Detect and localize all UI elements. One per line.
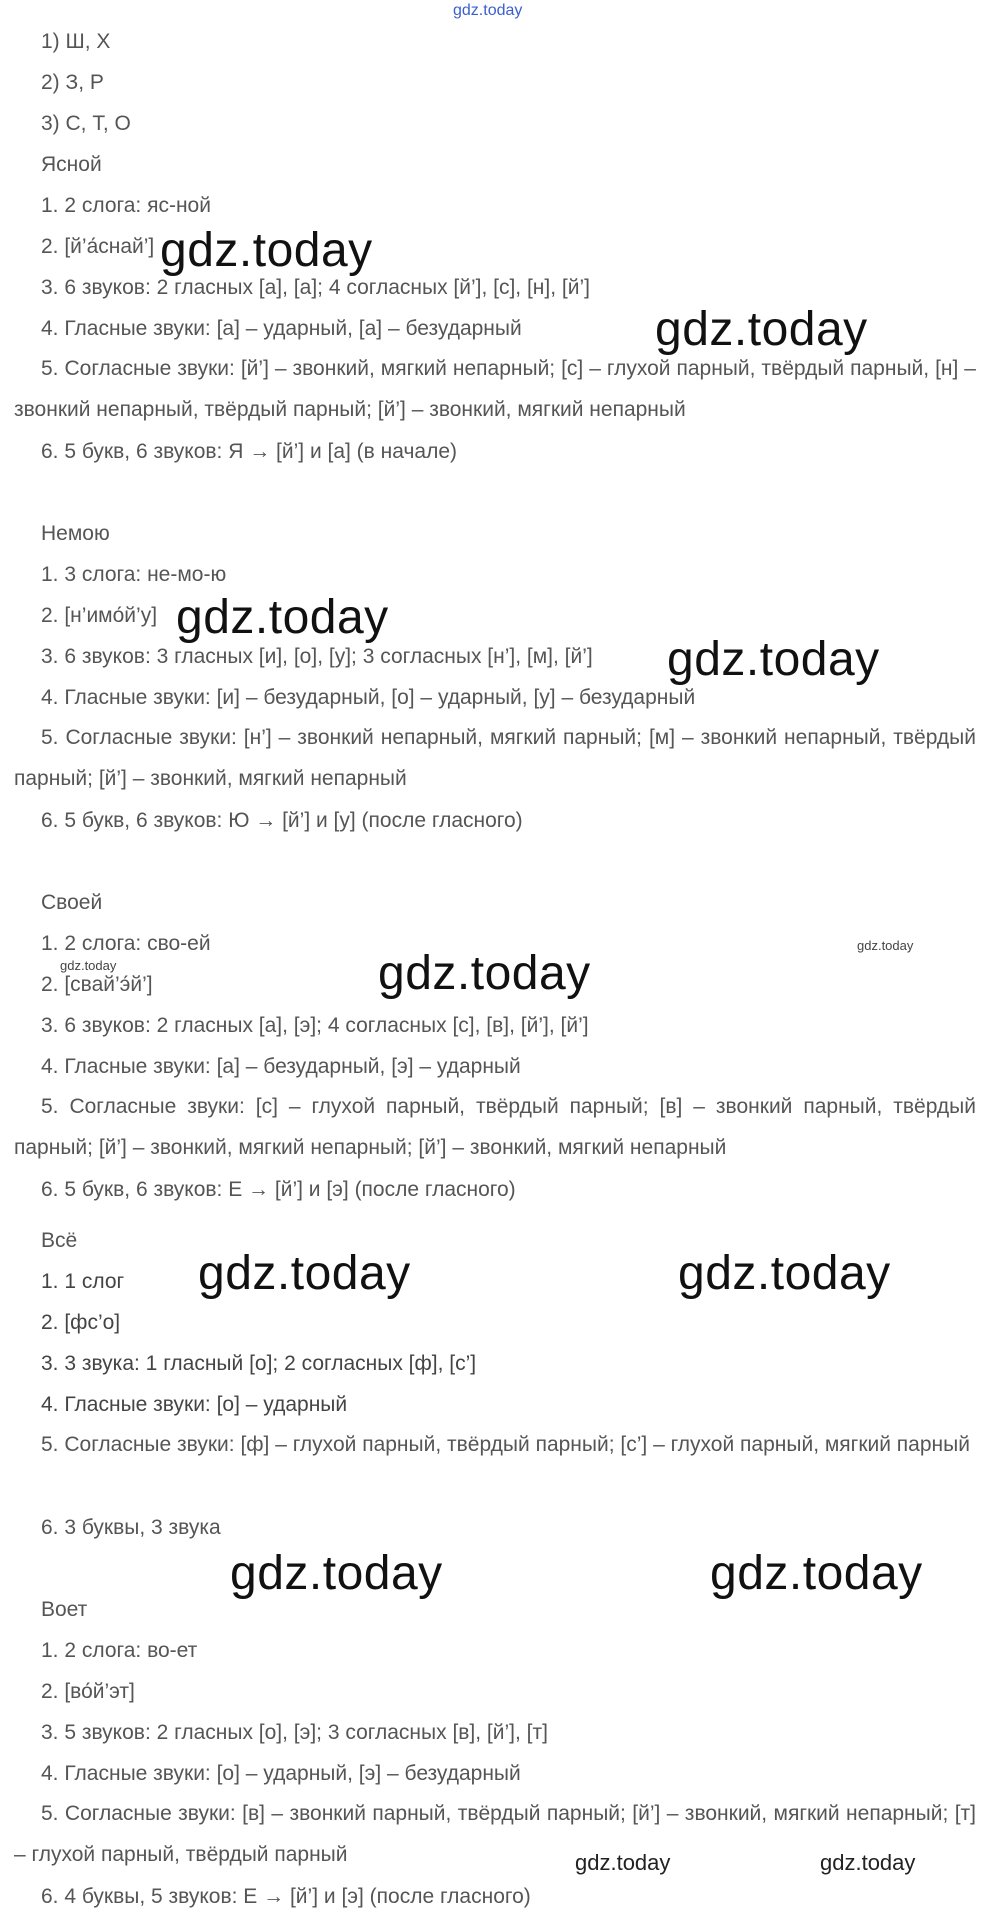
- analysis-line: 6. 5 букв, 6 звуков: Е → [й’] и [э] (после гласного): [41, 1178, 516, 1201]
- analysis-line: 2. [свай’э́й’]: [41, 973, 153, 996]
- watermark: gdz.today: [710, 1547, 923, 1600]
- watermark: gdz.today: [678, 1247, 891, 1300]
- intro-line: 1) Ш, Х: [41, 30, 111, 53]
- analysis-line: 3. 6 звуков: 3 гласных [и], [о], [у]; 3 согласных [н’], [м], [й’]: [41, 645, 593, 668]
- word-title: Всё: [41, 1229, 78, 1252]
- watermark-small: gdz.today: [60, 958, 117, 973]
- watermark: gdz.today: [655, 303, 868, 356]
- analysis-line: 2. [н’имо́й’у]: [41, 604, 158, 627]
- watermark: gdz.today: [160, 224, 373, 277]
- analysis-line: 1. 1 слог: [41, 1270, 125, 1293]
- word-title: Немою: [41, 522, 110, 545]
- watermark: gdz.today: [176, 591, 389, 644]
- analysis-line: 4. Гласные звуки: [о] – ударный, [э] – безударный: [41, 1762, 521, 1785]
- watermark-small: gdz.today: [857, 938, 914, 953]
- header-watermark[interactable]: gdz.today: [453, 2, 523, 19]
- analysis-line: 3. 6 звуков: 2 гласных [а], [э]; 4 согласных [с], [в], [й’], [й’]: [41, 1014, 589, 1037]
- analysis-line: 6. 4 буквы, 5 звуков: Е → [й’] и [э] (после гласного): [41, 1885, 531, 1908]
- analysis-line: 1. 3 слога: не-мо-ю: [41, 563, 227, 586]
- intro-line: 3) С, Т, О: [41, 112, 131, 135]
- analysis-line: 6. 5 букв, 6 звуков: Я → [й’] и [а] (в начале): [41, 440, 458, 463]
- analysis-line: 6. 5 букв, 6 звуков: Ю → [й’] и [у] (после гласного): [41, 809, 523, 832]
- analysis-line: 2. [фс’о]: [41, 1311, 121, 1334]
- analysis-line: 1. 2 слога: яс-ной: [41, 194, 211, 217]
- word-title: Ясной: [41, 153, 102, 176]
- analysis-line: 5. Согласные звуки: [н’] – звонкий непарный, мягкий парный; [м] – звонкий непарный, твёрдый парный; [й’] – звонкий, мягкий непарный: [14, 726, 976, 790]
- analysis-line: 5. Согласные звуки: [й’] – звонкий, мягкий непарный; [с] – глухой парный, твёрдый парный, [н] – звонкий непарный, твёрдый парный; [й’] – звонкий, мягкий непарный: [14, 357, 976, 421]
- word-title: Воет: [41, 1598, 88, 1621]
- watermark-small: gdz.today: [820, 1850, 916, 1875]
- analysis-line: 2. [во́й’эт]: [41, 1680, 135, 1703]
- analysis-line: 4. Гласные звуки: [и] – безударный, [о] – ударный, [у] – безударный: [41, 686, 696, 709]
- analysis-line: 6. 3 буквы, 3 звука: [41, 1516, 221, 1539]
- analysis-line: 3. 6 звуков: 2 гласных [а], [а]; 4 согласных [й’], [с], [н], [й’]: [41, 276, 590, 299]
- watermark: gdz.today: [667, 633, 880, 686]
- analysis-line: 1. 2 слога: сво-ей: [41, 932, 211, 955]
- analysis-line: 3. 5 звуков: 2 гласных [о], [э]; 3 согласных [в], [й’], [т]: [41, 1721, 548, 1744]
- analysis-line: 1. 2 слога: во-ет: [41, 1639, 198, 1662]
- word-title: Своей: [41, 891, 103, 914]
- analysis-line: 4. Гласные звуки: [а] – ударный, [а] – безударный: [41, 317, 522, 340]
- analysis-line: 4. Гласные звуки: [а] – безударный, [э] – ударный: [41, 1055, 521, 1078]
- analysis-line: 3. 3 звука: 1 гласный [о]; 2 согласных [ф], [с’]: [41, 1352, 477, 1375]
- analysis-line: 2. [й’а́снай’]: [41, 235, 155, 258]
- watermark-small: gdz.today: [575, 1850, 671, 1875]
- analysis-line: 4. Гласные звуки: [о] – ударный: [41, 1393, 348, 1416]
- watermark: gdz.today: [230, 1547, 443, 1600]
- analysis-line: 5. Согласные звуки: [в] – звонкий парный, твёрдый парный; [й’] – звонкий, мягкий непарный; [т] – глухой парный, твёрдый парный: [14, 1802, 976, 1866]
- watermark: gdz.today: [198, 1247, 411, 1300]
- analysis-line: 5. Согласные звуки: [ф] – глухой парный, твёрдый парный; [с’] – глухой парный, мягкий парный: [41, 1433, 970, 1456]
- intro-line: 2) З, Р: [41, 71, 104, 94]
- analysis-line: 5. Согласные звуки: [с] – глухой парный, твёрдый парный; [в] – звонкий парный, твёрдый парный; [й’] – звонкий, мягкий непарный; [й’] – звонкий, мягкий непарный: [14, 1095, 976, 1159]
- watermark: gdz.today: [378, 947, 591, 1000]
